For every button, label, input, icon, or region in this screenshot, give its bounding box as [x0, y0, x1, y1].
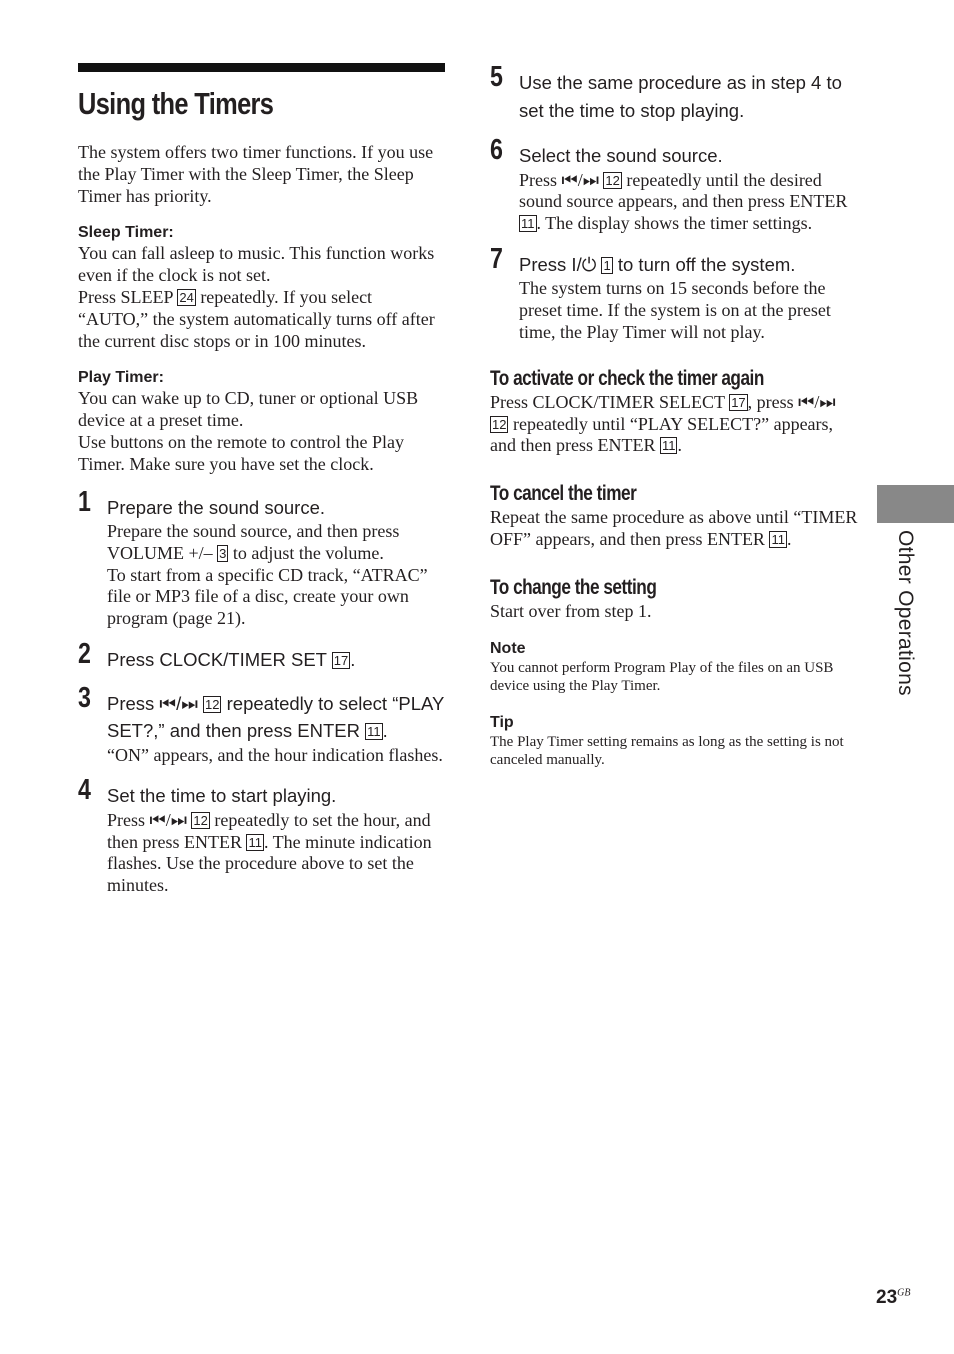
right-column — [490, 63, 858, 769]
step-text: The minute indication flashes. Use the procedure above to set the minutes. — [107, 831, 432, 896]
step-text: to turn off the system. — [617, 253, 796, 275]
sleep-timer-label: Sleep Timer: — [78, 224, 174, 242]
step-body — [107, 521, 445, 630]
page-number-value: 23 — [876, 1287, 898, 1308]
step-4 — [78, 774, 445, 897]
button-number-badge: 12 — [605, 172, 620, 188]
step-text: Press I/⏻ — [519, 253, 597, 275]
button-number-badge: 1 — [603, 257, 611, 273]
play-line2: Use buttons on the remote to control the Play Timer. Make sure you have set the clock. — [78, 431, 404, 474]
sleep-line2b: repeatedly. If you select “AUTO,” the system automatically turns off after the current disc stops or in 100 minutes. — [78, 286, 435, 351]
step-number: 4 — [78, 774, 91, 807]
sleep-line1: You can fall asleep to music. This function works even if the clock is not set. — [78, 243, 435, 286]
activate-heading: To activate or check the timer again — [490, 366, 764, 390]
step-text: Press ⏮/⏭ — [519, 169, 599, 190]
step-number: 6 — [490, 134, 503, 166]
step-heading: Press ⏮/⏭ 12 repeatedly to select “PLAY SET?,” and then press ENTER 11 . — [107, 692, 444, 742]
step-text: repeatedly to set the hour, and then press ENTER — [107, 809, 431, 852]
sleep-timer-text — [78, 243, 445, 352]
note-label: Note — [490, 639, 526, 657]
step-heading: Select the sound source. — [519, 145, 723, 166]
step-heading: Prepare the sound source. — [107, 496, 326, 518]
cancel-text-a: Repeat the same procedure as above until “TIMER OFF” appears, and then press ENTER — [490, 507, 858, 549]
step-text: . The display shows the timer settings. — [536, 213, 813, 234]
step-body — [519, 170, 858, 235]
section-side-label: Other Operations — [894, 530, 917, 696]
step-body: The system turns on 15 seconds before the preset time. If the system is on at the preset time, the Play Timer will not play. — [519, 278, 831, 342]
change-text: Start over from step 1. — [490, 600, 652, 621]
step-text: repeatedly until the desired sound source appears, and then press ENTER — [519, 169, 848, 212]
step-body: “ON” appears, and the hour indication flashes. — [107, 744, 443, 765]
step-text: Press ⏮/⏭ — [107, 809, 187, 830]
sleep-line2a: Press SLEEP — [78, 286, 173, 307]
note-text: You cannot perform Program Play of the files on an USB device using the Play Timer. — [490, 659, 834, 694]
step-number: 2 — [78, 638, 91, 671]
step-3 — [78, 681, 445, 767]
button-number-badge: 24 — [179, 289, 194, 305]
button-number-badge: 12 — [205, 696, 220, 712]
page-number-suffix: GB — [897, 1287, 911, 1299]
page-number — [876, 1287, 910, 1309]
step-number: 5 — [490, 61, 503, 93]
section-tab-marker — [877, 485, 954, 523]
button-number-badge: 12 — [193, 812, 208, 828]
title-rule — [78, 63, 445, 72]
step-number: 7 — [490, 242, 503, 275]
change-heading: To change the setting — [490, 575, 657, 599]
tip-label: Tip — [490, 713, 514, 731]
button-number-badge: 11 — [521, 216, 535, 232]
button-number-badge: 11 — [771, 531, 785, 547]
step-heading: Use the same procedure as in step 4 to set the time to stop playing. — [519, 72, 842, 121]
play-line1: You can wake up to CD, tuner or optional USB device at a preset time. — [78, 388, 419, 431]
activate-text: Press CLOCK/TIMER SELECT 17 , press ⏮/⏭ 12 repeatedly until “PLAY SELECT?” appears, and then press ENTER 11 . — [490, 391, 836, 456]
step-text: to adjust the volume. — [232, 542, 384, 563]
step-1 — [78, 485, 445, 630]
step-5 — [490, 61, 858, 124]
button-number-badge: 11 — [367, 724, 381, 740]
button-number-badge: 11 — [661, 438, 676, 454]
step-text: repeatedly to select “PLAY SET?,” and then press ENTER — [107, 692, 444, 742]
step-heading: Set the time to start playing. — [107, 785, 337, 807]
activate-text-c: repeatedly until “PLAY SELECT?” appears, and then press ENTER — [490, 413, 834, 456]
step-text: Prepare the sound source, and then press VOLUME +/– — [107, 521, 400, 563]
step-2 — [78, 638, 445, 674]
left-column — [78, 63, 445, 897]
step-heading — [519, 251, 858, 279]
step-number: 3 — [78, 681, 91, 714]
step-number: 1 — [78, 485, 91, 518]
button-number-badge: 17 — [731, 394, 746, 410]
step-text: Press CLOCK/TIMER SET — [107, 649, 327, 671]
step-text: Press ⏮/⏭ — [107, 692, 198, 714]
cancel-text: Repeat the same procedure as above until “TIMER OFF” appears, and then press ENTER 11 . — [490, 507, 858, 549]
button-number-badge: 12 — [492, 416, 507, 432]
activate-text-b: , press ⏮/⏭ — [747, 391, 836, 412]
button-number-badge: 3 — [219, 545, 227, 561]
activate-text-a: Press CLOCK/TIMER SELECT — [490, 391, 725, 412]
cancel-heading: To cancel the timer — [490, 482, 637, 506]
button-number-badge: 11 — [248, 834, 262, 850]
step-heading: Press CLOCK/TIMER SET 17 . — [107, 649, 356, 671]
step-text: To start from a specific CD track, “ATRAC” file or MP3 file of a disc, create your own program (page 21). — [107, 564, 428, 629]
step-7 — [490, 242, 858, 344]
tip-text: The Play Timer setting remains as long as the setting is not canceled manually. — [490, 733, 844, 768]
play-timer-text — [78, 388, 445, 475]
step-6 — [490, 134, 858, 235]
button-number-badge: 17 — [333, 653, 349, 669]
step-body: Press ⏮/⏭ 12 repeatedly to set the hour, and then press ENTER 11 . The minute indication flashes. Use the procedure above to set the minutes. — [107, 809, 432, 896]
play-timer-label: Play Timer: — [78, 369, 164, 387]
intro-paragraph: The system offers two timer functions. If you use the Play Timer with the Sleep Timer, the Sleep Timer has priority. — [78, 142, 434, 206]
page-title: Using the Timers — [78, 86, 274, 121]
